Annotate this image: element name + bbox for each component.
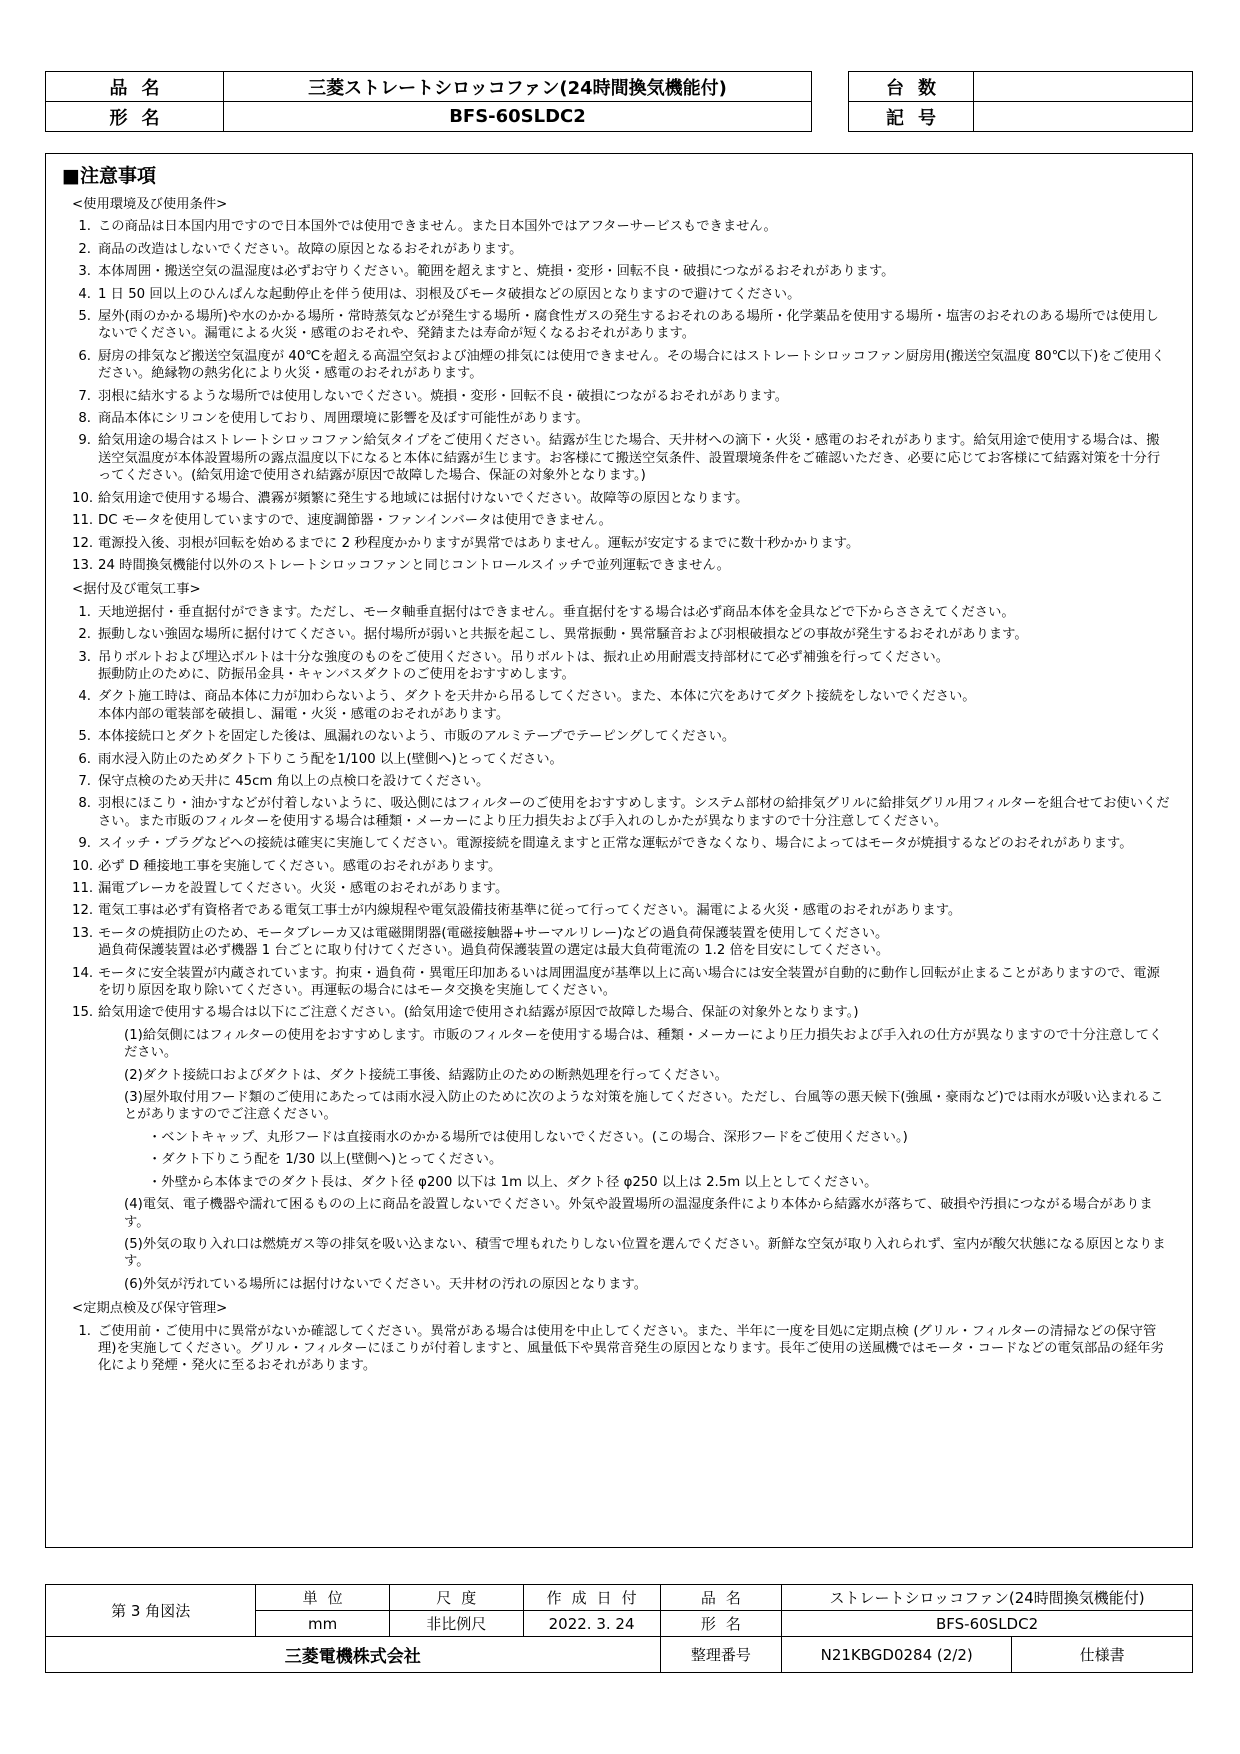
item-text: 1 日 50 回以上のひんぱんな起動停止を伴う使用は、羽根及びモータ破損などの原因となりますので避けてください。 (98, 286, 801, 302)
notice-item (72, 728, 1172, 745)
footer-title-block (45, 1584, 1193, 1673)
quantity-value (974, 72, 1193, 102)
notice-box (45, 153, 1193, 1548)
notice-item (72, 218, 1172, 235)
item-number: 7. (78, 388, 91, 404)
header-count-table (848, 71, 1193, 132)
notice-item (72, 388, 1172, 405)
section-title: <使用環境及び使用条件> (72, 197, 228, 212)
notice-item (72, 773, 1172, 790)
item-number: 14. (72, 965, 94, 981)
item-text: スイッチ・プラグなどへの接続は確実に実施してください。電源接続を間違えますと正常な運転ができなくなり、場合によってはモータが焼損するなどのおそれがあります。 (98, 836, 1133, 852)
notice-bullet: ・外壁から本体までのダクト長は、ダクト径 φ200 以下は 1m 以上、ダクト径 φ250 以上は 2.5m 以上としてください。 (148, 1174, 878, 1190)
subitem-text: (2)ダクト接続口およびダクトは、ダクト接続工事後、結露防止のための断熱処理を行ってください。 (124, 1067, 728, 1083)
product-name-label: 品名 (46, 72, 224, 102)
item-number: 11. (72, 513, 94, 529)
projection-method: 第 3 角図法 (46, 1585, 256, 1637)
item-number: 13. (72, 925, 94, 941)
item-number: 12. (72, 535, 94, 551)
item-number: 7. (78, 773, 91, 789)
item-number: 6. (78, 751, 91, 767)
notice-item (72, 286, 1172, 303)
ref-label: 整理番号 (660, 1637, 782, 1673)
notice-item (72, 490, 1172, 507)
notice-heading: ■注意事項 (62, 165, 156, 187)
item-text: 雨水浸入防止のためダクト下りこう配を1/100 以上(壁側へ)とってください。 (98, 751, 563, 767)
item-number: 2. (78, 627, 91, 643)
notice-item (72, 795, 1172, 830)
notice-item (72, 432, 1172, 484)
item-number: 10. (72, 858, 94, 874)
notice-item (72, 880, 1172, 897)
unit-value: mm (256, 1611, 390, 1637)
subitem-text: (1)給気側にはフィルターの使用をおすすめします。市販のフィルターを使用する場合は、種類・メーカーにより圧力損失および手入れの仕方が異なりますので十分注意してください。 (124, 1027, 1163, 1061)
notice-item (72, 308, 1172, 343)
item-number: 3. (78, 264, 91, 280)
item-text: 漏電ブレーカを設置してください。火災・感電のおそれがあります。 (98, 881, 509, 896)
item-text: 給気用途で使用する場合、濃霧が頻繁に発生する地域には据付けないでください。故障等の原因となります。 (98, 490, 749, 506)
notice-item (72, 512, 1172, 529)
item-number: 9. (78, 433, 91, 449)
footer-model: BFS-60SLDC2 (782, 1611, 1193, 1637)
subitem-text: (5)外気の取り入れ口は燃焼ガス等の排気を吸い込まない、積雪で埋もれたりしない位置を選んでください。新鮮な空気が取り入れられず、室内が酸欠状態になる原因となります。 (124, 1236, 1166, 1270)
item-number: 6. (78, 348, 91, 364)
notice-bullet: ・ベントキャップ、丸形フードは直接雨水のかかる場所では使用しないでください。(この場合、深形フードをご使用ください。) (148, 1129, 908, 1145)
item-text: 羽根にほこり・油かすなどが付着しないように、吸込側にはフィルターのご使用をおすすめします。システム部材の給排気グリルに給排気グリル用フィルターを組合せてお使いください。また市販のフィルターを使用する場合は種類・メーカーにより圧力損失および手入れのしかたが異なりますので十分注意してください。 (98, 796, 1170, 829)
item-number: 15. (72, 1005, 94, 1021)
item-text: 給気用途の場合はストレートシロッコファン給気タイプをご使用ください。結露が生じた場合、天井材への滴下・火災・感電のおそれがあります。給気用途で使用する場合は、搬送空気温度が本体設置場所の露点温度以下になると本体に結露が生じます。お客様にて搬送空気条件、設置環境条件をご確認いただき、必要に応じてお客様にて結露対策を十分行ってください。(給気用途で使用され結露が原因で故障した場合、保証の対象外となります。) (98, 433, 1161, 484)
item-number: 8. (78, 796, 91, 812)
doc-type: 仕様書 (1012, 1637, 1193, 1673)
item-number: 4. (78, 286, 91, 302)
model-value: BFS-60SLDC2 (224, 102, 812, 132)
item-text: 24 時間換気機能付以外のストレートシロッコファンと同じコントロールスイッチで並列運転できません。 (98, 557, 730, 573)
item-text: 羽根に結氷するような場所では使用しないでください。焼損・変形・回転不良・破損につながるおそれがあります。 (98, 388, 789, 404)
item-text: モータに安全装置が内蔵されています。拘束・過負荷・異電圧印加あるいは周囲温度が基準以上に高い場合には安全装置が自動的に動作し回転が止まることがありますので、電源を切り原因を取り除いてください。再運転の場合にはモータ交換を実施してください。 (98, 965, 1160, 999)
notice-body (72, 196, 1172, 1380)
notice-item (72, 263, 1172, 280)
item-number: 9. (78, 836, 91, 852)
item-text: 電気工事は必ず有資格者である電気工事士が内線規程や電気設備技術基準に従って行ってください。漏電による火災・感電のおそれがあります。 (98, 903, 962, 919)
date-value: 2022. 3. 24 (523, 1611, 660, 1637)
footer-model-label: 形名 (660, 1611, 782, 1637)
symbol-value (974, 102, 1193, 132)
unit-label: 単位 (256, 1585, 390, 1611)
item-text: この商品は日本国内用ですので日本国外では使用できません。また日本国外ではアフターサービスもできません。 (98, 219, 777, 235)
item-text: 給気用途で使用する場合は以下にご注意ください。(給気用途で使用され結露が原因で故障した場合、保証の対象外となります。) (98, 1005, 859, 1021)
footer-product-name: ストレートシロッコファン(24時間換気機能付) (782, 1585, 1193, 1611)
item-text: 必ず D 種接地工事を実施してください。感電のおそれがあります。 (98, 858, 502, 874)
item-text: DC モータを使用していますので、速度調節器・ファンインバータは使用できません。 (98, 513, 612, 529)
notice-item (72, 902, 1172, 919)
notice-item (72, 835, 1172, 852)
item-text: 電源投入後、羽根が回転を始めるまでに 2 秒程度かかりますが異常ではありません。運転が安定するまでに数十秒かかります。 (98, 535, 860, 551)
item-text: ご使用前・ご使用中に異常がないか確認してください。異常がある場合は使用を中止してください。また、半年に一度を目処に定期点検 (グリル・フィルターの清掃などの保守管理)を実施してください。グリル・フィルターにほこりが付着しますと、風量低下や異常音発生の原因となります。長年ご使用の送風機ではモータ・コードなどの電気部品の経年劣化により発煙・発火に至るおそれがあります。 (98, 1323, 1164, 1374)
section-title: <定期点検及び保守管理> (72, 1301, 228, 1317)
item-text: 本体接続口とダクトを固定した後は、風漏れのないよう、市販のアルミテープでテーピングしてください。 (98, 729, 736, 745)
notice-item (72, 1323, 1172, 1375)
notice-item (72, 535, 1172, 552)
notice-item (72, 557, 1172, 574)
quantity-label: 台数 (849, 72, 974, 102)
item-number: 4. (78, 689, 91, 705)
section-title: <据付及び電気工事> (72, 582, 201, 598)
symbol-label: 記号 (849, 102, 974, 132)
item-text: 振動しない強固な場所に据付けてください。据付場所が弱いと共振を起こし、異常振動・異常騒音および羽根破損などの事故が発生するおそれがあります。 (98, 627, 1028, 643)
notice-item (72, 751, 1172, 768)
notice-subitem (72, 1027, 1172, 1062)
item-text: 保守点検のため天井に 45cm 角以上の点検口を設けてください。 (98, 773, 490, 789)
item-number: 2. (78, 241, 91, 257)
item-number: 3. (78, 649, 91, 665)
item-number: 11. (72, 881, 94, 896)
item-text: 商品の改造はしないでください。故障の原因となるおそれがあります。 (98, 241, 523, 257)
item-number: 1. (78, 604, 91, 620)
item-number: 1. (78, 219, 91, 235)
scale-label: 尺度 (389, 1585, 523, 1611)
item-text: 天地逆据付・垂直据付ができます。ただし、モータ軸垂直据付はできません。垂直据付をする場合は必ず商品本体を金具などで下からささえてください。 (98, 604, 1015, 620)
notice-item (72, 1004, 1172, 1021)
scale-value: 非比例尺 (389, 1611, 523, 1637)
notice-bullet: ・ダクト下りこう配を 1/30 以上(壁側へ)とってください。 (148, 1152, 503, 1168)
notice-item (72, 604, 1172, 621)
header-product-table (45, 71, 812, 132)
notice-item (72, 688, 1172, 723)
company-name: 三菱電機株式会社 (46, 1637, 661, 1673)
item-number: 5. (78, 729, 91, 745)
notice-item (72, 410, 1172, 427)
ref-number: N21KBGD0284 (2/2) (782, 1637, 1012, 1673)
item-number: 13. (72, 557, 94, 573)
item-number: 8. (78, 411, 91, 427)
subitem-text: (3)屋外取付用フード類のご使用にあたっては雨水浸入防止のために次のような対策を施してください。ただし、台風等の悪天候下(強風・豪雨など)では雨水が吸い込まれることがありますのでご注意ください。 (124, 1090, 1164, 1123)
notice-subitem (72, 1276, 1172, 1293)
item-text: 吊りボルトおよび埋込ボルトは十分な強度のものをご使用ください。吊りボルトは、振れ止め用耐震支持部材にて必ず補強を行ってください。 振動防止のために、防振吊金具・キャンバスダクトのご使用をおすすめします。 (98, 649, 949, 682)
item-text: 厨房の排気など搬送空気温度が 40℃を超える高温空気および油煙の排気には使用できません。その場合にはストレートシロッコファン厨房用(搬送空気温度 80℃以下)をご使用ください。絶縁物の熱劣化により火災・感電のおそれがあります。 (98, 348, 1165, 382)
subitem-text: (6)外気が汚れている場所には据付けないでください。天井材の汚れの原因となります。 (124, 1276, 648, 1292)
notice-subitem (72, 1236, 1172, 1271)
notice-item (72, 925, 1172, 960)
item-text: 本体周囲・搬送空気の温湿度は必ずお守りください。範囲を超えますと、焼損・変形・回転不良・破損につながるおそれがあります。 (98, 264, 895, 280)
item-text: モータの焼損防止のため、モータブレーカ又は電磁開閉器(電磁接触器+サーマルリレー)などの過負荷保護装置を使用してください。 過負荷保護装置は必ず機器 1 台ごとに取り付けてください。過負荷保護装置の選定は最大負荷電流の 1.2 倍を目安にしてください。 (98, 925, 890, 959)
item-number: 1. (78, 1323, 91, 1339)
notice-item (72, 858, 1172, 875)
subitem-text: (4)電気、電子機器や濡れて困るものの上に商品を設置しないでください。外気や設置場所の温湿度条件により本体から結露水が落ちて、破損や汚損につながる場合があります。 (124, 1197, 1153, 1230)
notice-subitem (72, 1089, 1172, 1124)
notice-item (72, 649, 1172, 684)
model-label: 形名 (46, 102, 224, 132)
footer-product-name-label: 品名 (660, 1585, 782, 1611)
notice-item (72, 241, 1172, 258)
item-number: 12. (72, 903, 94, 919)
product-name-value: 三菱ストレートシロッコファン(24時間換気機能付) (224, 72, 812, 102)
notice-subitem (72, 1067, 1172, 1084)
date-label: 作成日付 (523, 1585, 660, 1611)
item-text: 屋外(雨のかかる場所)や水のかかる場所・常時蒸気などが発生する場所・腐食性ガスの発生するおそれのある場所・化学薬品を使用する場所・塩害のおそれのある場所では使用しないでください。漏電による火災・感電のおそれや、発錆または寿命が短くなるおそれがあります。 (98, 309, 1159, 342)
item-text: 商品本体にシリコンを使用しており、周囲環境に影響を及ぼす可能性があります。 (98, 411, 589, 427)
notice-subitem (72, 1196, 1172, 1231)
notice-item (72, 965, 1172, 1000)
notice-item (72, 626, 1172, 643)
item-number: 5. (78, 309, 91, 325)
item-text: ダクト施工時は、商品本体に力が加わらないよう、ダクトを天井から吊るしてください。また、本体に穴をあけてダクト接続をしないでください。 本体内部の電装部を破損し、漏電・火災・感電のおそれがあります。 (98, 689, 976, 722)
notice-item (72, 348, 1172, 383)
item-number: 10. (72, 490, 94, 506)
